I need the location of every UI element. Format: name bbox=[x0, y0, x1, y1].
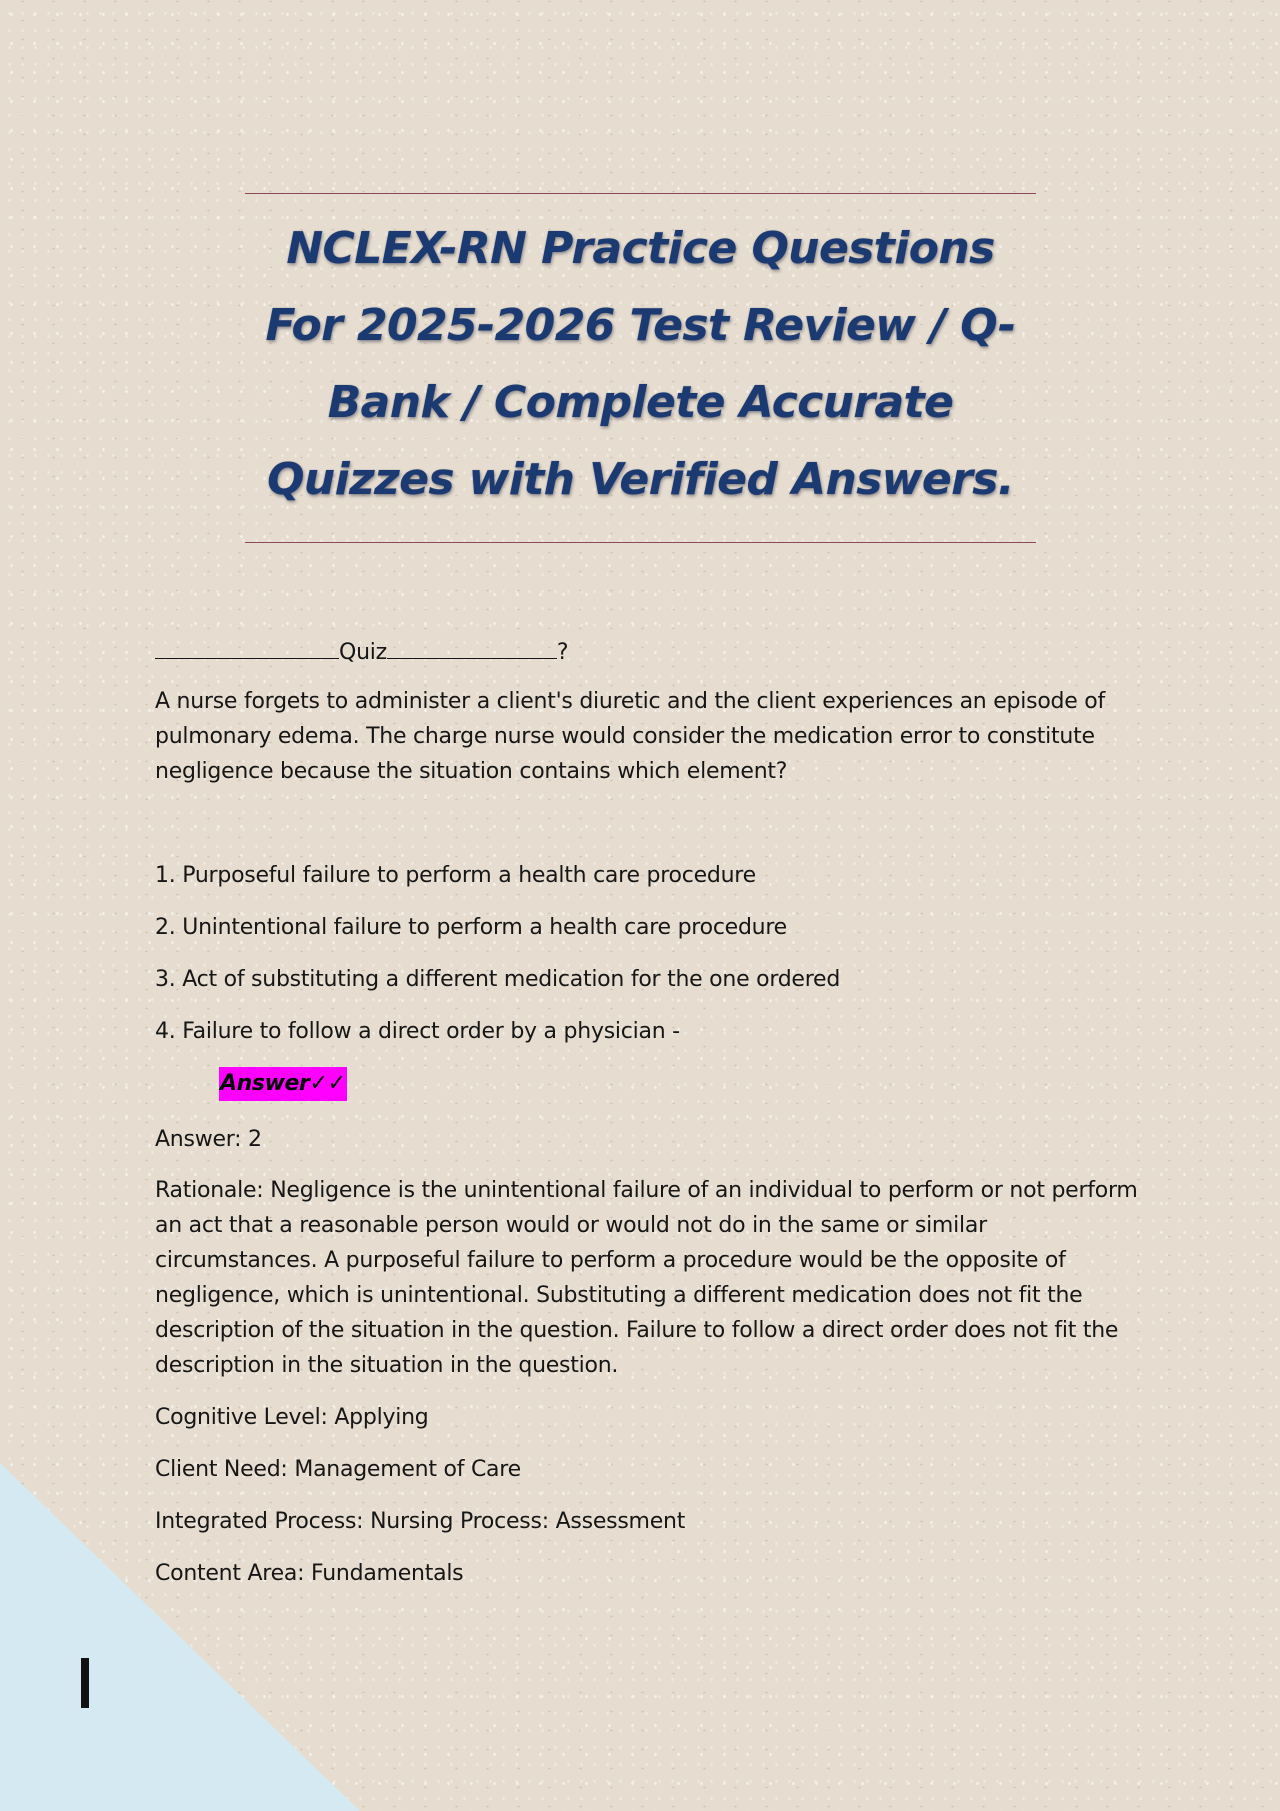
title-rule-bottom bbox=[245, 542, 1036, 543]
meta-client-need: Client Need: Management of Care bbox=[155, 1457, 521, 1482]
answer-options bbox=[155, 858, 1155, 1066]
option-item: 1. Purposeful failure to perform a health care procedure bbox=[155, 863, 756, 888]
option-item: 4. Failure to follow a direct order by a physician - bbox=[155, 1019, 680, 1044]
meta-integrated-process: Integrated Process: Nursing Process: Assessment bbox=[155, 1509, 686, 1534]
quiz-heading bbox=[155, 632, 1155, 670]
document-title: NCLEX-RN Practice Questions For 2025-2026 Test Review / Q-Bank / Complete Accurate Quizzes with Verified Answers. bbox=[265, 223, 1016, 505]
answer-badge: Answer✓✓ bbox=[219, 1067, 347, 1101]
quiz-end: ? bbox=[556, 640, 569, 665]
meta-cognitive-level: Cognitive Level: Applying bbox=[155, 1405, 429, 1430]
title-rule-top bbox=[245, 193, 1036, 194]
option-item: 3. Act of substituting a different medication for the one ordered bbox=[155, 967, 841, 992]
question-meta bbox=[155, 1400, 1155, 1608]
quiz-blank-right bbox=[387, 632, 557, 659]
question-text: A nurse forgets to administer a client's diuretic and the client experiences an episode of pulmonary edema. The charge nurse would consider the medication error to constitute negligence because the situation contains which element? bbox=[155, 689, 1105, 784]
option-item: 2. Unintentional failure to perform a health care procedure bbox=[155, 915, 787, 940]
quiz-label: Quiz bbox=[339, 640, 387, 665]
answer-text: Answer: 2 bbox=[155, 1127, 262, 1152]
page-number bbox=[81, 1658, 89, 1708]
quiz-blank-left bbox=[155, 632, 339, 659]
meta-content-area: Content Area: Fundamentals bbox=[155, 1561, 464, 1586]
rationale-text: Rationale: Negligence is the unintentional failure of an individual to perform or not perform an act that a reasonable person would or would not do in the same or similar circumstances. A purposeful failure to perform a procedure would be the opposite of negligence, which is unintentional. Substituting a different medication does not fit the description of the situation in the question. Failure to follow a direct order does not fit the description in the situation in the question. bbox=[155, 1178, 1138, 1378]
